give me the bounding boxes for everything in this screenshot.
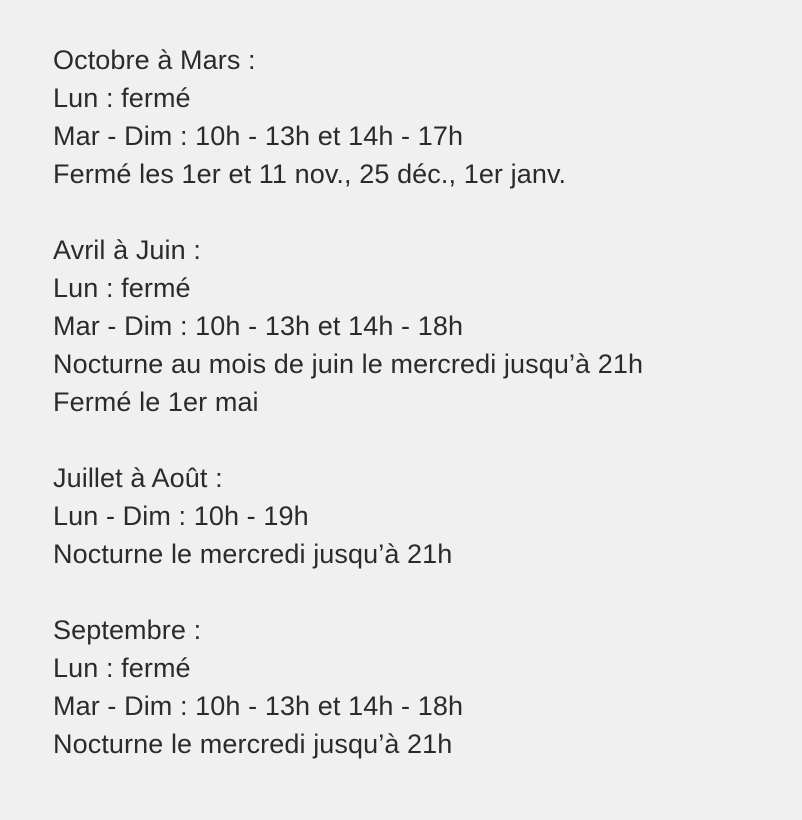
night-opening-note: Nocturne le mercredi jusqu’à 21h bbox=[53, 539, 453, 569]
opening-hours-panel bbox=[53, 41, 773, 801]
season-september bbox=[53, 611, 773, 763]
closure-dates: Fermé les 1er et 11 nov., 25 déc., 1er janv. bbox=[53, 159, 567, 189]
closure-dates: Fermé le 1er mai bbox=[53, 387, 259, 417]
night-opening-note: Nocturne au mois de juin le mercredi jusqu’à 21h bbox=[53, 349, 644, 379]
tuesday-sunday-hours: Mar - Dim : 10h - 13h et 14h - 18h bbox=[53, 691, 464, 721]
monday-sunday-hours: Lun - Dim : 10h - 19h bbox=[53, 501, 309, 531]
season-title: Septembre : bbox=[53, 615, 202, 645]
season-july-august bbox=[53, 459, 773, 573]
season-title: Octobre à Mars : bbox=[53, 45, 256, 75]
night-opening-note: Nocturne le mercredi jusqu’à 21h bbox=[53, 729, 453, 759]
season-april-june bbox=[53, 231, 773, 421]
tuesday-sunday-hours: Mar - Dim : 10h - 13h et 14h - 18h bbox=[53, 311, 464, 341]
monday-hours: Lun : fermé bbox=[53, 273, 191, 303]
season-title: Juillet à Août : bbox=[53, 463, 223, 493]
monday-hours: Lun : fermé bbox=[53, 653, 191, 683]
monday-hours: Lun : fermé bbox=[53, 83, 191, 113]
season-october-march bbox=[53, 41, 773, 193]
season-title: Avril à Juin : bbox=[53, 235, 201, 265]
tuesday-sunday-hours: Mar - Dim : 10h - 13h et 14h - 17h bbox=[53, 121, 464, 151]
